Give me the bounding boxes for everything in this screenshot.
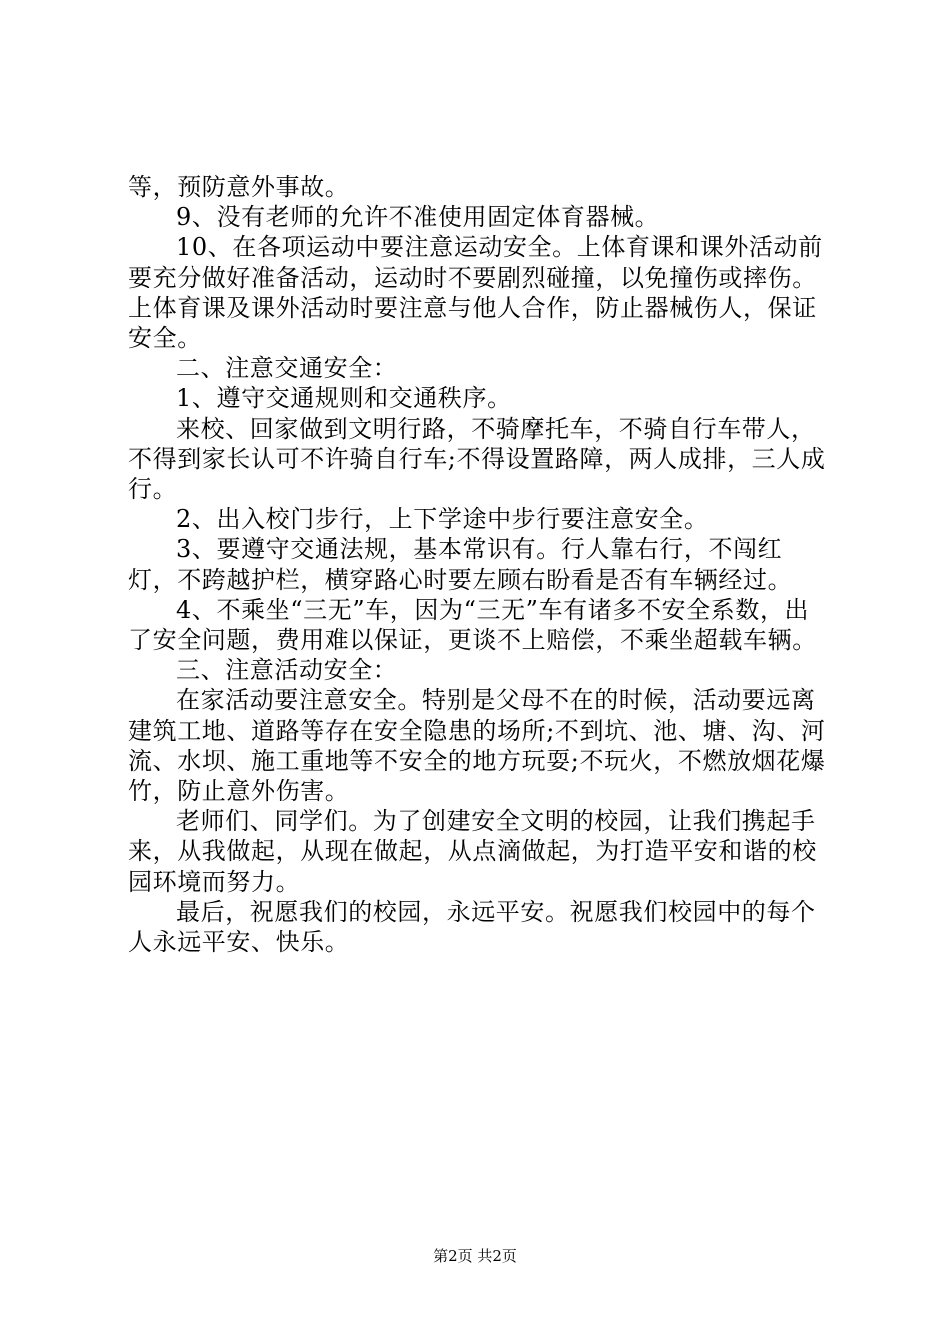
paragraph: 2、出入校门步行，上下学途中步行要注意安全。 [176,505,709,534]
paragraph: 来校、回家做到文明行路，不骑摩托车，不骑自行车带人，不得到家长认可不许骑自行车;不得设置路障，两人成排，三人成行。 [128,414,826,504]
document-body [128,172,830,957]
paragraph: 老师们、同学们。为了创建安全文明的校园，让我们携起手来，从我做起，从现在做起，从点滴做起，为打造平安和谐的校园环境而努力。 [128,807,817,896]
section-heading: 二、注意交通安全： [176,354,398,383]
paragraph: 4、不乘坐“三无”车，因为“三无”车有诸多不安全系数，出了安全问题，费用难以保证，更谈不上赔偿，不乘坐超载车辆。 [128,595,817,655]
section-heading: 三、注意活动安全： [176,656,398,685]
paragraph: 等，预防意外事故。 [128,173,350,201]
paragraph: 最后，祝愿我们的校园，永远平安。祝愿我们校园中的每个人永远平安、快乐。 [128,897,816,957]
paragraph: 10、在各项运动中要注意运动安全。上体育课和课外活动前要充分做好准备活动，运动时不要剧烈碰撞，以免撞伤或摔伤。上体育课及课外活动时要注意与他人合作，防止器械伤人，保证安全。 [128,233,823,353]
page-footer: 第2页 共2页 [433,1247,517,1265]
paragraph: 3、要遵守交通法规，基本常识有。行人靠右行，不闯红灯，不跨越护栏，横穿路心时要左顾右盼看是否有车辆经过。 [128,535,793,594]
paragraph: 1、遵守交通规则和交通秩序。 [176,384,512,413]
paragraph: 9、没有老师的允许不准使用固定体育器械。 [176,203,660,232]
paragraph: 在家活动要注意安全。特别是父母不在的时候，活动要远离建筑工地、道路等存在安全隐患的场所;不到坑、池、塘、沟、河流、水坝、施工重地等不安全的地方玩耍;不玩火，不燃放烟花爆竹，防止意外伤害。 [128,686,826,806]
